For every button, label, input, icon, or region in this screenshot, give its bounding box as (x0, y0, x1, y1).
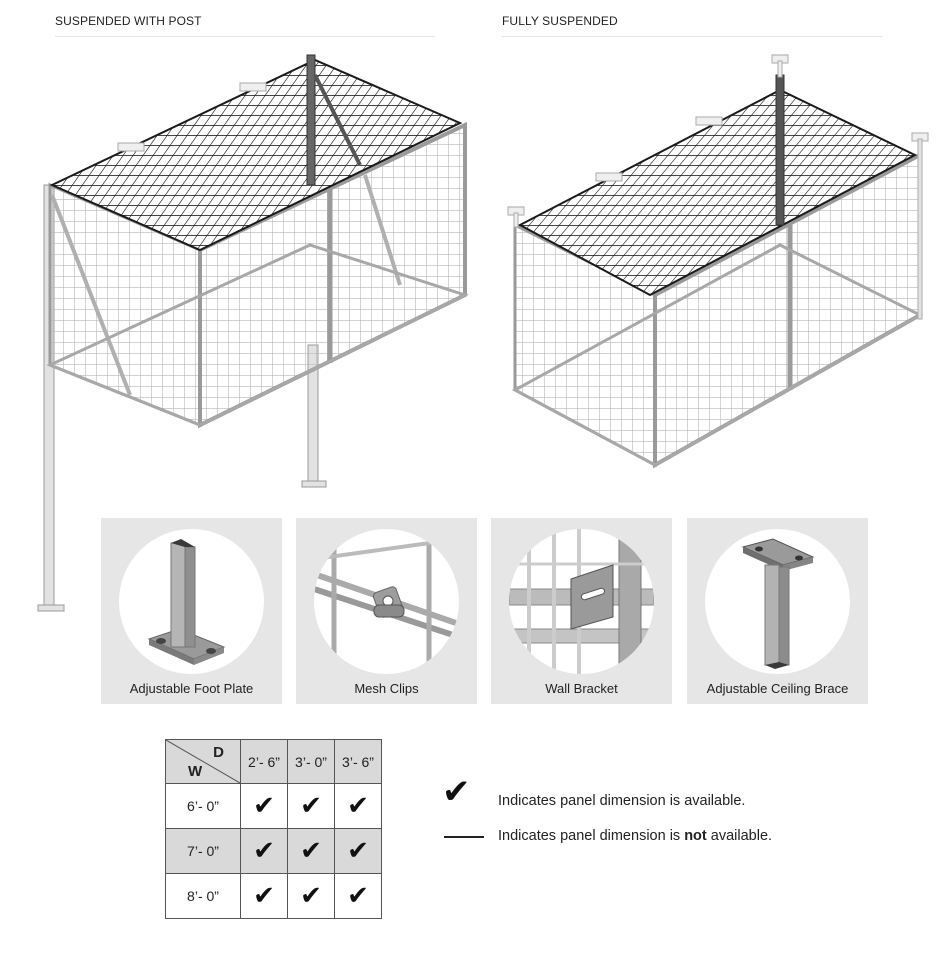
section-divider-left (55, 36, 435, 37)
check-icon: ✔ (347, 791, 369, 821)
ceiling-brace-image (705, 529, 850, 674)
foot-plate-image (119, 529, 264, 674)
accessory-label: Wall Bracket (545, 681, 618, 696)
availability-cell (335, 829, 382, 874)
table-corner-cell (166, 740, 241, 784)
table-row (166, 874, 382, 919)
accessory-card-wall-bracket (491, 518, 672, 704)
section-title-suspended-with-post: SUSPENDED WITH POST (55, 14, 202, 28)
availability-cell (241, 874, 288, 919)
accessory-label: Adjustable Ceiling Brace (706, 681, 849, 696)
check-icon: ✔ (300, 836, 322, 866)
table-row (166, 829, 382, 874)
panel-availability-table (165, 739, 382, 919)
legend-not-prefix: Indicates panel dimension is (498, 828, 685, 844)
mesh-clips-image (314, 529, 459, 674)
accessory-card-mesh-clips (296, 518, 477, 704)
depth-header-cell: 3’- 0” (288, 740, 335, 784)
check-icon: ✔ (442, 772, 471, 812)
width-cell: 8’- 0” (166, 874, 241, 919)
availability-cell (241, 829, 288, 874)
availability-cell (288, 784, 335, 829)
table-row (166, 784, 382, 829)
accessory-card-ceiling-brace (687, 518, 868, 704)
dash-line-icon (444, 836, 484, 838)
legend-not-bold: not (684, 828, 707, 844)
check-icon: ✔ (253, 881, 275, 911)
availability-cell (241, 784, 288, 829)
check-icon: ✔ (300, 791, 322, 821)
section-title-fully-suspended: FULLY SUSPENDED (502, 14, 618, 28)
accessory-card-foot-plate (101, 518, 282, 704)
legend-available-text: Indicates panel dimension is available. (498, 793, 746, 809)
width-cell: 7’- 0” (166, 829, 241, 874)
accessory-label: Adjustable Foot Plate (129, 681, 254, 696)
depth-axis-label: D (213, 744, 224, 761)
check-icon: ✔ (253, 836, 275, 866)
table-header-row (166, 740, 382, 784)
section-divider-right (502, 36, 882, 37)
availability-cell (288, 874, 335, 919)
depth-header-cell: 3’- 6” (335, 740, 382, 784)
legend-not-available-text (498, 828, 772, 844)
accessory-label: Mesh Clips (354, 681, 419, 696)
check-icon: ✔ (253, 791, 275, 821)
corner-diagonal (166, 740, 240, 783)
width-cell: 6’- 0” (166, 784, 241, 829)
check-icon: ✔ (347, 881, 369, 911)
availability-cell (335, 874, 382, 919)
legend-not-suffix: available. (706, 828, 773, 844)
fully-suspended-illustration (500, 45, 940, 475)
wall-bracket-image (509, 529, 654, 674)
depth-header-cell: 2’- 6” (241, 740, 288, 784)
check-icon: ✔ (300, 881, 322, 911)
availability-cell (335, 784, 382, 829)
check-icon: ✔ (347, 836, 369, 866)
availability-cell (288, 829, 335, 874)
width-axis-label: W (188, 763, 203, 780)
